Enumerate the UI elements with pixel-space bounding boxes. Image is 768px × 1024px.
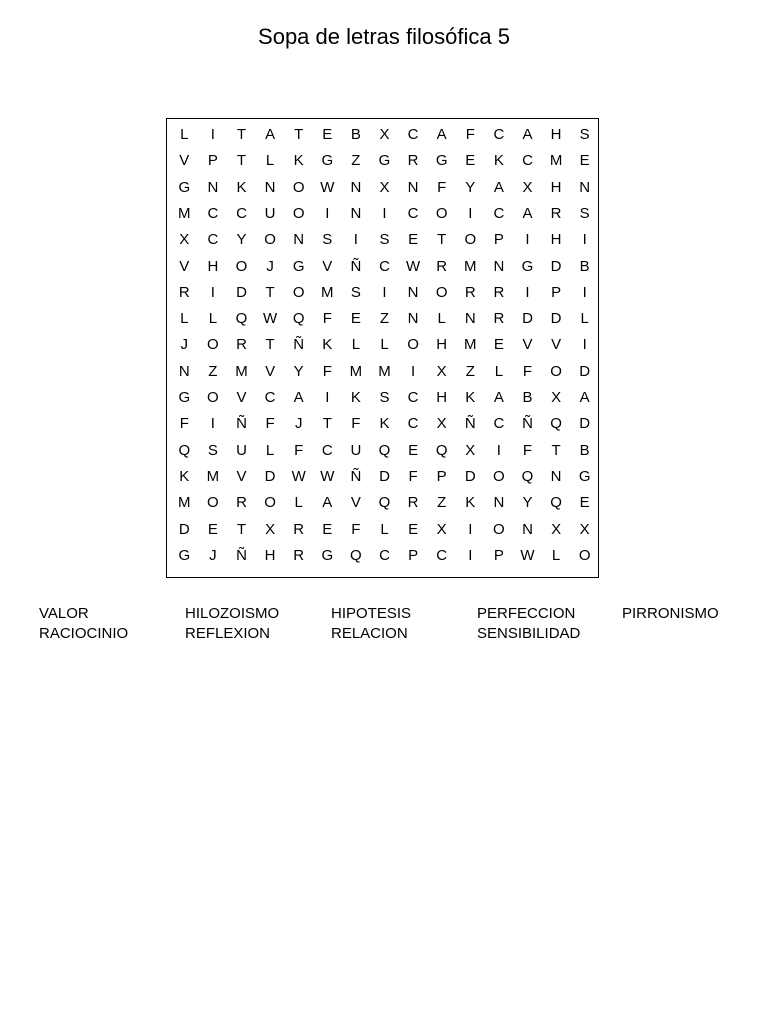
grid-cell: N xyxy=(350,178,362,196)
grid-cell: P xyxy=(207,152,218,170)
grid-cell: Y xyxy=(236,231,247,249)
grid-cell: G xyxy=(292,257,305,275)
grid-cell: E xyxy=(408,231,419,249)
grid-cell: P xyxy=(408,546,419,564)
grid-cell: M xyxy=(178,494,191,512)
grid-cell: N xyxy=(550,467,562,485)
grid-cell: B xyxy=(522,389,533,406)
grid-cell: Q xyxy=(550,494,562,512)
word-list xyxy=(0,604,768,648)
grid-cell: X xyxy=(551,389,562,406)
grid-cell: E xyxy=(350,310,361,328)
grid-cell: Q xyxy=(235,310,248,328)
grid-cell: W xyxy=(520,546,535,564)
grid-cell: F xyxy=(179,415,189,433)
grid-cell: E xyxy=(493,336,504,354)
grid-cell: Ñ xyxy=(522,415,533,433)
grid-cell: K xyxy=(465,389,476,406)
grid-cell: Q xyxy=(550,415,562,433)
grid-cell: T xyxy=(236,152,247,170)
grid-cell: X xyxy=(179,231,190,249)
grid-cell: I xyxy=(468,520,473,538)
grid-cell: G xyxy=(378,152,391,170)
grid-cell: Q xyxy=(378,441,391,459)
grid-cell: H xyxy=(436,389,448,406)
grid-cell: Y xyxy=(465,178,476,196)
grid-cell: O xyxy=(235,257,248,275)
grid-cell: A xyxy=(522,204,533,222)
word-list-item: RELACION xyxy=(331,625,408,642)
grid-cell: V xyxy=(265,362,276,380)
grid-cell: R xyxy=(493,310,505,328)
grid-cell: O xyxy=(292,178,305,196)
grid-cell: H xyxy=(264,546,276,564)
grid-cell: I xyxy=(496,441,501,459)
grid-cell: Q xyxy=(378,494,391,512)
grid-cell: T xyxy=(265,336,275,354)
grid-cell: E xyxy=(408,520,419,538)
grid-cell: U xyxy=(236,441,247,459)
grid-cell: O xyxy=(264,494,276,512)
grid-cell: T xyxy=(265,283,275,301)
grid-cell: L xyxy=(208,310,218,328)
grid-cell: V xyxy=(551,336,562,354)
grid-cell: O xyxy=(207,494,219,512)
grid-cell: E xyxy=(322,520,333,538)
grid-cell: K xyxy=(293,152,304,170)
grid-cell: O xyxy=(435,204,448,222)
grid-cell: A xyxy=(436,126,447,143)
grid-cell: T xyxy=(322,415,332,433)
grid-cell: E xyxy=(322,126,333,143)
grid-cell: E xyxy=(579,494,590,512)
grid-cell: O xyxy=(264,231,276,249)
grid-cell: S xyxy=(579,126,590,143)
grid-cell: F xyxy=(322,362,332,380)
grid-cell: K xyxy=(379,415,390,433)
grid-cell: X xyxy=(379,126,390,143)
grid-cell: K xyxy=(236,178,247,196)
grid-cell: V xyxy=(522,336,533,354)
grid-cell: F xyxy=(522,362,533,380)
grid-cell: R xyxy=(493,283,505,301)
grid-cell: A xyxy=(322,494,333,512)
grid-cell: M xyxy=(321,283,334,301)
grid-cell: B xyxy=(579,257,590,275)
grid-cell: F xyxy=(322,310,332,328)
grid-cell: C xyxy=(407,415,419,433)
grid-cell: V xyxy=(179,152,190,170)
grid-cell: H xyxy=(550,231,562,249)
grid-cell: F xyxy=(351,520,361,538)
grid-cell: I xyxy=(525,283,530,301)
grid-cell: C xyxy=(407,126,419,143)
grid-cell: M xyxy=(464,257,477,275)
grid-cell: R xyxy=(464,283,476,301)
grid-cell: Q xyxy=(435,441,448,459)
grid-cell: Z xyxy=(437,494,447,512)
grid-cell: W xyxy=(291,467,306,485)
grid-cell: G xyxy=(178,178,191,196)
grid-cell: L xyxy=(551,546,561,564)
grid-cell: K xyxy=(465,494,476,512)
grid-cell: A xyxy=(265,126,276,143)
grid-cell: W xyxy=(406,257,421,275)
grid-cell: C xyxy=(264,389,276,406)
grid-cell: D xyxy=(264,467,276,485)
grid-cell: L xyxy=(180,126,189,143)
grid-cell: S xyxy=(350,283,361,301)
grid-cell: R xyxy=(407,494,419,512)
grid-cell: X xyxy=(379,178,390,196)
grid-cell: L xyxy=(380,336,389,354)
grid-cell: Y xyxy=(293,362,304,380)
grid-cell: J xyxy=(180,336,189,354)
grid-cell: C xyxy=(522,152,533,170)
grid-cell: O xyxy=(493,520,505,538)
grid-cell: Z xyxy=(465,362,475,380)
grid-cell: A xyxy=(579,389,590,406)
grid-cell: R xyxy=(293,520,305,538)
grid-cell: K xyxy=(350,389,361,406)
grid-cell: X xyxy=(436,520,447,538)
grid-cell: H xyxy=(550,126,562,143)
grid-cell: A xyxy=(522,126,533,143)
grid-cell: D xyxy=(550,310,562,328)
grid-cell: O xyxy=(207,389,219,406)
grid-cell: D xyxy=(579,362,591,380)
grid-cell: G xyxy=(321,546,334,564)
grid-cell: M xyxy=(178,204,191,222)
grid-cell: N xyxy=(407,178,419,196)
grid-cell: K xyxy=(179,467,190,485)
grid-cell: Y xyxy=(522,494,533,512)
grid-cell: X xyxy=(551,520,562,538)
grid-cell: F xyxy=(294,441,304,459)
word-list-item: RACIOCINIO xyxy=(39,625,129,642)
grid-cell: C xyxy=(207,231,219,249)
grid-cell: Q xyxy=(292,310,305,328)
grid-cell: O xyxy=(493,467,505,485)
grid-cell: R xyxy=(550,204,562,222)
grid-cell: N xyxy=(522,520,533,538)
grid-cell: Ñ xyxy=(293,336,305,354)
grid-cell: Ñ xyxy=(350,257,362,275)
grid-cell: X xyxy=(265,520,276,538)
grid-cell: R xyxy=(236,336,247,354)
grid-cell: H xyxy=(207,257,219,275)
grid-cell: O xyxy=(292,204,305,222)
grid-cell: Ñ xyxy=(464,415,476,433)
grid-cell: M xyxy=(378,362,391,380)
word-list-item: SENSIBILIDAD xyxy=(477,625,581,642)
grid-cell: Q xyxy=(521,467,534,485)
grid-cell: G xyxy=(578,467,591,485)
grid-cell: H xyxy=(550,178,562,196)
grid-cell: I xyxy=(582,336,587,354)
grid-cell: I xyxy=(382,283,387,301)
grid-cell: N xyxy=(464,310,476,328)
grid-cell: X xyxy=(579,520,590,538)
grid-cell: M xyxy=(549,152,563,170)
grid-cell: C xyxy=(407,204,419,222)
grid-cell: P xyxy=(493,231,504,249)
grid-cell: O xyxy=(550,362,562,380)
grid-cell: C xyxy=(436,546,448,564)
grid-cell: A xyxy=(293,389,304,406)
grid-cell: I xyxy=(382,204,387,222)
grid-cell: Q xyxy=(350,546,362,564)
grid-cell: C xyxy=(407,389,419,406)
grid-cell: W xyxy=(263,310,278,328)
grid-cell: L xyxy=(351,336,361,354)
grid-cell: E xyxy=(579,152,590,170)
grid-cell: G xyxy=(521,257,534,275)
grid-cell: N xyxy=(293,231,305,249)
grid-cell: W xyxy=(320,467,335,485)
grid-cell: J xyxy=(294,415,303,433)
grid-cell: Ñ xyxy=(236,415,247,433)
grid-cell: G xyxy=(435,152,448,170)
grid-cell: X xyxy=(436,362,447,380)
grid-cell: I xyxy=(353,231,358,249)
grid-cell: N xyxy=(264,178,276,196)
grid-cell: E xyxy=(465,152,476,170)
grid-cell: S xyxy=(579,204,590,222)
word-search-grid xyxy=(166,118,599,578)
grid-cell: F xyxy=(465,126,475,143)
grid-cell: V xyxy=(179,257,190,275)
grid-cell: O xyxy=(578,546,591,564)
grid-cell: V xyxy=(236,389,247,406)
word-list-item: PIRRONISMO xyxy=(622,605,719,622)
grid-cell: X xyxy=(436,415,447,433)
grid-cell: S xyxy=(207,441,218,459)
grid-cell: G xyxy=(178,389,191,406)
grid-cell: I xyxy=(582,283,587,301)
grid-cell: G xyxy=(321,152,334,170)
grid-cell: S xyxy=(379,389,390,406)
grid-cell: L xyxy=(180,310,189,328)
grid-cell: Z xyxy=(351,152,361,170)
grid-cell: T xyxy=(236,126,247,143)
grid-cell: N xyxy=(407,310,419,328)
grid-cell: D xyxy=(522,310,533,328)
grid-cell: R xyxy=(178,283,190,301)
grid-cell: N xyxy=(178,362,190,380)
grid-cell: N xyxy=(407,283,419,301)
grid-cell: N xyxy=(493,257,505,275)
grid-cell: U xyxy=(264,204,276,222)
grid-cell: L xyxy=(265,152,275,170)
grid-cell: R xyxy=(407,152,419,170)
grid-cell: A xyxy=(493,178,504,196)
grid-cell: X xyxy=(465,441,476,459)
grid-cell: P xyxy=(436,467,447,485)
grid-cell: X xyxy=(522,178,533,196)
grid-cell: F xyxy=(437,178,447,196)
grid-cell: F xyxy=(408,467,418,485)
grid-cell: O xyxy=(464,231,477,249)
grid-cell: I xyxy=(325,389,330,406)
grid-cell: N xyxy=(207,178,219,196)
grid-cell: C xyxy=(321,441,333,459)
grid-cell: R xyxy=(436,257,448,275)
grid-cell: U xyxy=(350,441,362,459)
grid-cell: C xyxy=(493,126,505,143)
grid-cell: V xyxy=(322,257,333,275)
grid-cell: C xyxy=(379,257,390,275)
grid-cell: M xyxy=(235,362,248,380)
grid-cell: S xyxy=(379,231,390,249)
grid-cell: I xyxy=(468,204,473,222)
word-list-item: HILOZOISMO xyxy=(185,605,280,622)
grid-cell: I xyxy=(210,283,215,301)
grid-cell: O xyxy=(292,283,305,301)
word-list-item: VALOR xyxy=(39,605,89,622)
grid-cell: M xyxy=(349,362,363,380)
grid-cell: D xyxy=(550,257,562,275)
grid-cell: Ñ xyxy=(236,546,247,564)
grid-cell: F xyxy=(522,441,533,459)
grid-cell: K xyxy=(493,152,504,170)
grid-cell: M xyxy=(206,467,220,485)
grid-cell: L xyxy=(580,310,589,328)
grid-cell: T xyxy=(551,441,561,459)
grid-cell: B xyxy=(350,126,361,143)
grid-cell: I xyxy=(525,231,530,249)
grid-cell: L xyxy=(294,494,303,512)
grid-cell: D xyxy=(579,415,591,433)
grid-cell: G xyxy=(178,546,191,564)
grid-cell: R xyxy=(293,546,305,564)
grid-cell: L xyxy=(265,441,275,459)
grid-cell: V xyxy=(236,467,247,485)
grid-cell: M xyxy=(464,336,477,354)
grid-cell: J xyxy=(209,546,217,564)
word-list-item: PERFECCION xyxy=(477,605,576,622)
grid-cell: O xyxy=(407,336,419,354)
grid-cell: I xyxy=(210,415,215,433)
grid-cell: C xyxy=(493,415,505,433)
grid-cell: J xyxy=(266,257,274,275)
grid-cell: F xyxy=(265,415,275,433)
grid-cell: E xyxy=(408,441,419,459)
grid-cell: I xyxy=(468,546,473,564)
grid-cell: O xyxy=(435,283,448,301)
grid-cell: I xyxy=(582,231,587,249)
grid-cell: Q xyxy=(178,441,191,459)
grid-cell: T xyxy=(236,520,247,538)
grid-cell: C xyxy=(236,204,247,222)
grid-cell: P xyxy=(551,283,562,301)
grid-cell: D xyxy=(236,283,247,301)
grid-cell: P xyxy=(493,546,504,564)
grid-cell: T xyxy=(437,231,447,249)
grid-cell: D xyxy=(178,520,190,538)
grid-cell: N xyxy=(350,204,362,222)
grid-cell: T xyxy=(294,126,304,143)
grid-cell: N xyxy=(493,494,505,512)
grid-cell: V xyxy=(350,494,361,512)
grid-cell: F xyxy=(351,415,361,433)
grid-cell: I xyxy=(210,126,215,143)
grid-cell: C xyxy=(207,204,219,222)
word-list-item: REFLEXION xyxy=(185,625,271,642)
grid-cell: S xyxy=(322,231,333,249)
grid-cell: B xyxy=(579,441,590,459)
grid-cell: A xyxy=(493,389,504,406)
grid-cell: D xyxy=(464,467,476,485)
word-list-item: HIPOTESIS xyxy=(331,605,412,622)
grid-cell: C xyxy=(493,204,505,222)
grid-cell: C xyxy=(379,546,390,564)
grid-cell: O xyxy=(207,336,219,354)
grid-cell: Z xyxy=(379,310,390,328)
grid-cell: W xyxy=(320,178,335,196)
grid-cell: E xyxy=(207,520,218,538)
grid-cell: K xyxy=(322,336,333,354)
grid-cell: L xyxy=(380,520,389,538)
grid-cell: R xyxy=(236,494,247,512)
grid-cell: H xyxy=(436,336,448,354)
grid-cell: Z xyxy=(208,362,218,380)
grid-cell: L xyxy=(437,310,446,328)
page-title: Sopa de letras filosófica 5 xyxy=(258,24,510,49)
grid-cell: I xyxy=(411,362,416,380)
grid-cell: N xyxy=(579,178,591,196)
grid-cell: D xyxy=(379,467,390,485)
grid-cell: I xyxy=(325,204,330,222)
grid-cell: L xyxy=(494,362,504,380)
grid-cell: Ñ xyxy=(350,467,362,485)
